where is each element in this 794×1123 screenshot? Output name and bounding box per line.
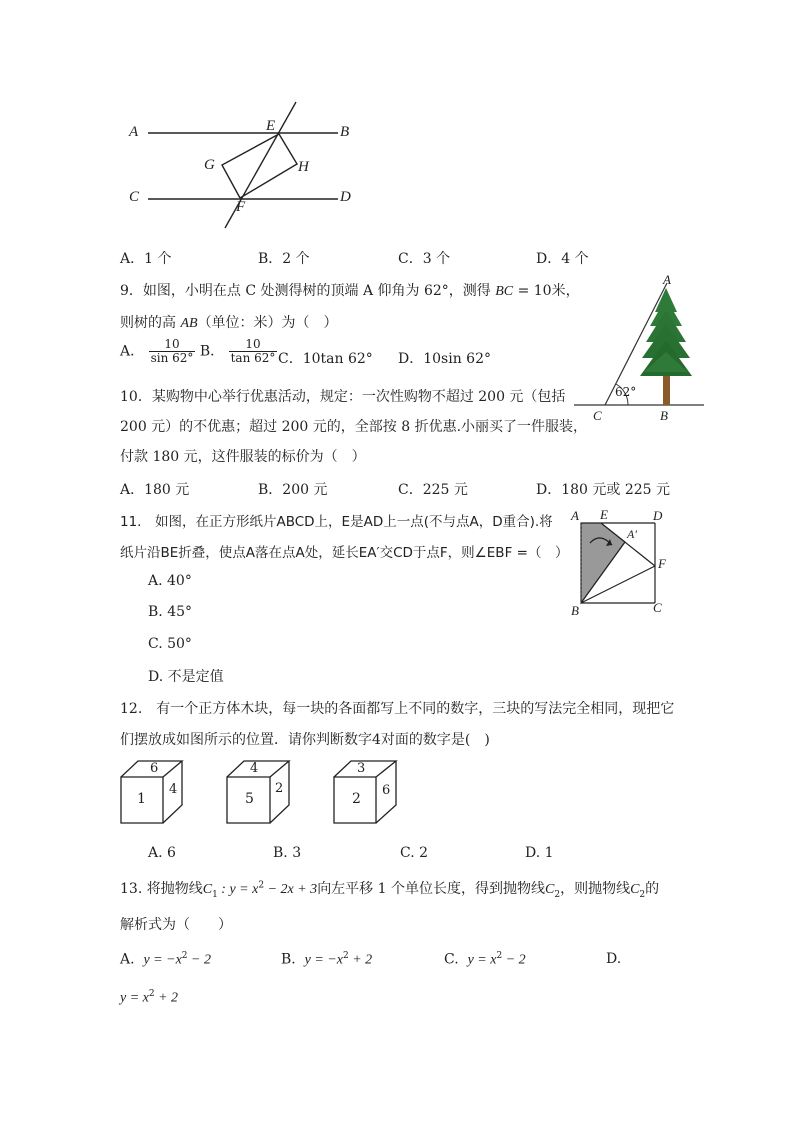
cube-3-side: 6: [382, 783, 391, 798]
q9-line1-math: BC: [495, 284, 514, 299]
q10-line2: 200 元）的不优惠；超过 200 元的，全部按 8 折优惠.小丽买了一件服装，: [120, 419, 588, 435]
q13-option-a-label: A.: [120, 951, 135, 968]
cube-1-top: 6: [150, 761, 159, 776]
q13-option-a-sup: 2: [181, 951, 188, 961]
q8-option-a: A．1 个: [120, 251, 172, 267]
q13-option-c-pre: y = x: [467, 952, 497, 968]
q11-option-b: B. 45°: [148, 604, 193, 620]
q13-option-c-label: C.: [444, 951, 459, 968]
q13-c3-sub: 2: [639, 889, 646, 900]
q13-eq-rest: − 2x + 3: [264, 882, 318, 897]
q9-option-b-den: tan 62°: [230, 351, 276, 366]
fig8-label-a: A: [129, 124, 139, 140]
q13-option-b-label: B.: [281, 951, 296, 968]
q11-option-c: C. 50°: [148, 636, 192, 652]
q13-option-b-pre: y = −x: [304, 952, 343, 968]
q9-line1-eq: = 10: [513, 283, 552, 299]
q13-option-a-post: − 2: [187, 952, 211, 968]
cube-1-front: 1: [137, 791, 146, 807]
q10-option-c: C．225 元: [398, 482, 468, 498]
cube-2-top: 4: [250, 761, 259, 776]
q11-option-d: D. 不是定值: [148, 669, 224, 685]
fig8-label-d: D: [340, 189, 351, 205]
q13-option-b: [281, 951, 372, 969]
q8-option-c: C．3 个: [398, 251, 451, 267]
q13-line1-pre: 13. 将抛物线: [120, 881, 203, 897]
q11-fig-label-f: F: [658, 556, 666, 571]
q13-line1-post: 的: [645, 881, 660, 897]
q11-option-a: A. 40°: [148, 573, 192, 589]
q13-option-a-pre: y = −x: [143, 952, 182, 968]
q10-line3: 付款 180 元，这件服装的标价为（ ）: [120, 449, 366, 465]
cube-3-front: 2: [352, 791, 361, 807]
q9-line2-math: AB: [180, 316, 198, 331]
q9-line2-pre: 则树的高: [120, 315, 181, 331]
q13-c3: C: [630, 882, 640, 897]
q13-option-c-post: − 2: [502, 952, 526, 968]
q13-c1: C: [202, 882, 213, 897]
q10-line1: 10．某购物中心举行优惠活动，规定：一次性购物不超过 200 元（包括: [120, 389, 566, 405]
q13-c1-sub: 1: [212, 889, 218, 900]
fig8-label-e: E: [266, 118, 276, 134]
q9-option-a-label: A．: [120, 343, 145, 360]
q12-option-b: B. 3: [273, 845, 302, 861]
q9-option-b-num: 10: [229, 338, 278, 352]
q9-fig-label-b: B: [660, 408, 668, 423]
q13-option-d: [120, 989, 178, 1007]
q13-option-a: [120, 951, 211, 969]
q11-line1: 11. 如图，在正方形纸片ABCD上，E是AD上一点(不与点A，D重合).将: [120, 514, 553, 530]
q13-line1-mid2: ，则抛物线: [560, 881, 631, 897]
q13-option-c-sup: 2: [496, 951, 503, 961]
q11-fig-label-d: D: [653, 508, 663, 523]
q12-line2: 们摆放成如图所示的位置．请你判断数字4对面的数字是( ): [120, 732, 490, 748]
q9-line1-pre: 9．如图，小明在点 C 处测得树的顶端 A 仰角为 62°: [120, 283, 449, 299]
q9-line1-post: 米，: [551, 283, 580, 299]
fig8-label-f: F: [236, 199, 246, 215]
q13-c2-sub: 2: [554, 889, 561, 900]
q13-option-d-post: + 2: [154, 990, 179, 1006]
q11-fig-label-e: E: [600, 507, 608, 522]
q11-fig-label-b: B: [571, 603, 579, 618]
q8-option-b: B．2 个: [258, 251, 310, 267]
q13-option-d-sup: 2: [148, 989, 155, 999]
cube-2-side: 2: [275, 781, 284, 796]
cube-1-side: 4: [169, 782, 178, 797]
q9-line1-mid: ，测得: [448, 283, 496, 299]
q11-fig-label-a-prime: A′: [627, 527, 637, 541]
q13-line1: [120, 878, 659, 900]
q13-eq-main: : y = x: [217, 882, 259, 897]
q8-option-d: D．4 个: [536, 251, 589, 267]
q13-option-d-pre: y = x: [120, 990, 149, 1006]
q9-fig-label-a: A: [663, 272, 671, 287]
q12-line1: 12. 有一个正方体木块，每一块的各面都写上不同的数字，三块的写法完全相同，现把它: [120, 701, 675, 717]
fig8-label-c: C: [129, 189, 140, 205]
q11-fig-label-a: A: [571, 508, 579, 523]
q13-option-b-post: + 2: [348, 952, 373, 968]
q12-option-d: D. 1: [525, 845, 554, 861]
q12-option-c: C. 2: [400, 845, 429, 861]
q11-fig-label-c: C: [653, 600, 662, 615]
cube-2-front: 5: [245, 791, 254, 807]
q9-fig-label-c: C: [593, 408, 602, 423]
q13-line1-mid: 向左平移 1 个单位长度，得到抛物线: [317, 881, 545, 897]
q10-option-b: B．200 元: [258, 482, 328, 498]
q9-option-a-num: 10: [149, 338, 196, 352]
q10-option-a: A．180 元: [120, 482, 190, 498]
q12-option-a: A. 6: [148, 845, 176, 861]
fig8-label-g: G: [204, 157, 215, 173]
fig8-label-h: H: [298, 159, 309, 175]
q13-option-c: [444, 951, 526, 969]
cube-3-top: 3: [357, 761, 366, 776]
q9-option-c: C．10tan 62°: [278, 351, 373, 367]
q13-line2: 解析式为（ ）: [120, 917, 232, 933]
q13-c2: C: [545, 882, 555, 897]
q10-option-d: D．180 元或 225 元: [536, 482, 671, 498]
fig8-label-b: B: [340, 124, 350, 140]
q11-line2: 纸片沿BE折叠，使点A落在点A处，延长EA′交CD于点F，则∠EBF =（ ）: [120, 545, 569, 561]
q9-option-b-label: B．: [199, 343, 225, 360]
q9-option-a-den: sin 62°: [150, 351, 194, 366]
q9-line2-post: （单位：米）为（ ）: [197, 315, 338, 331]
q13-option-b-sup: 2: [342, 951, 349, 961]
q13-eq-sup: 2: [258, 880, 265, 891]
q13-option-d-label: D.: [606, 951, 622, 967]
q9-fig-angle: 62°: [615, 385, 637, 399]
q9-option-d: D．10sin 62°: [398, 351, 491, 367]
